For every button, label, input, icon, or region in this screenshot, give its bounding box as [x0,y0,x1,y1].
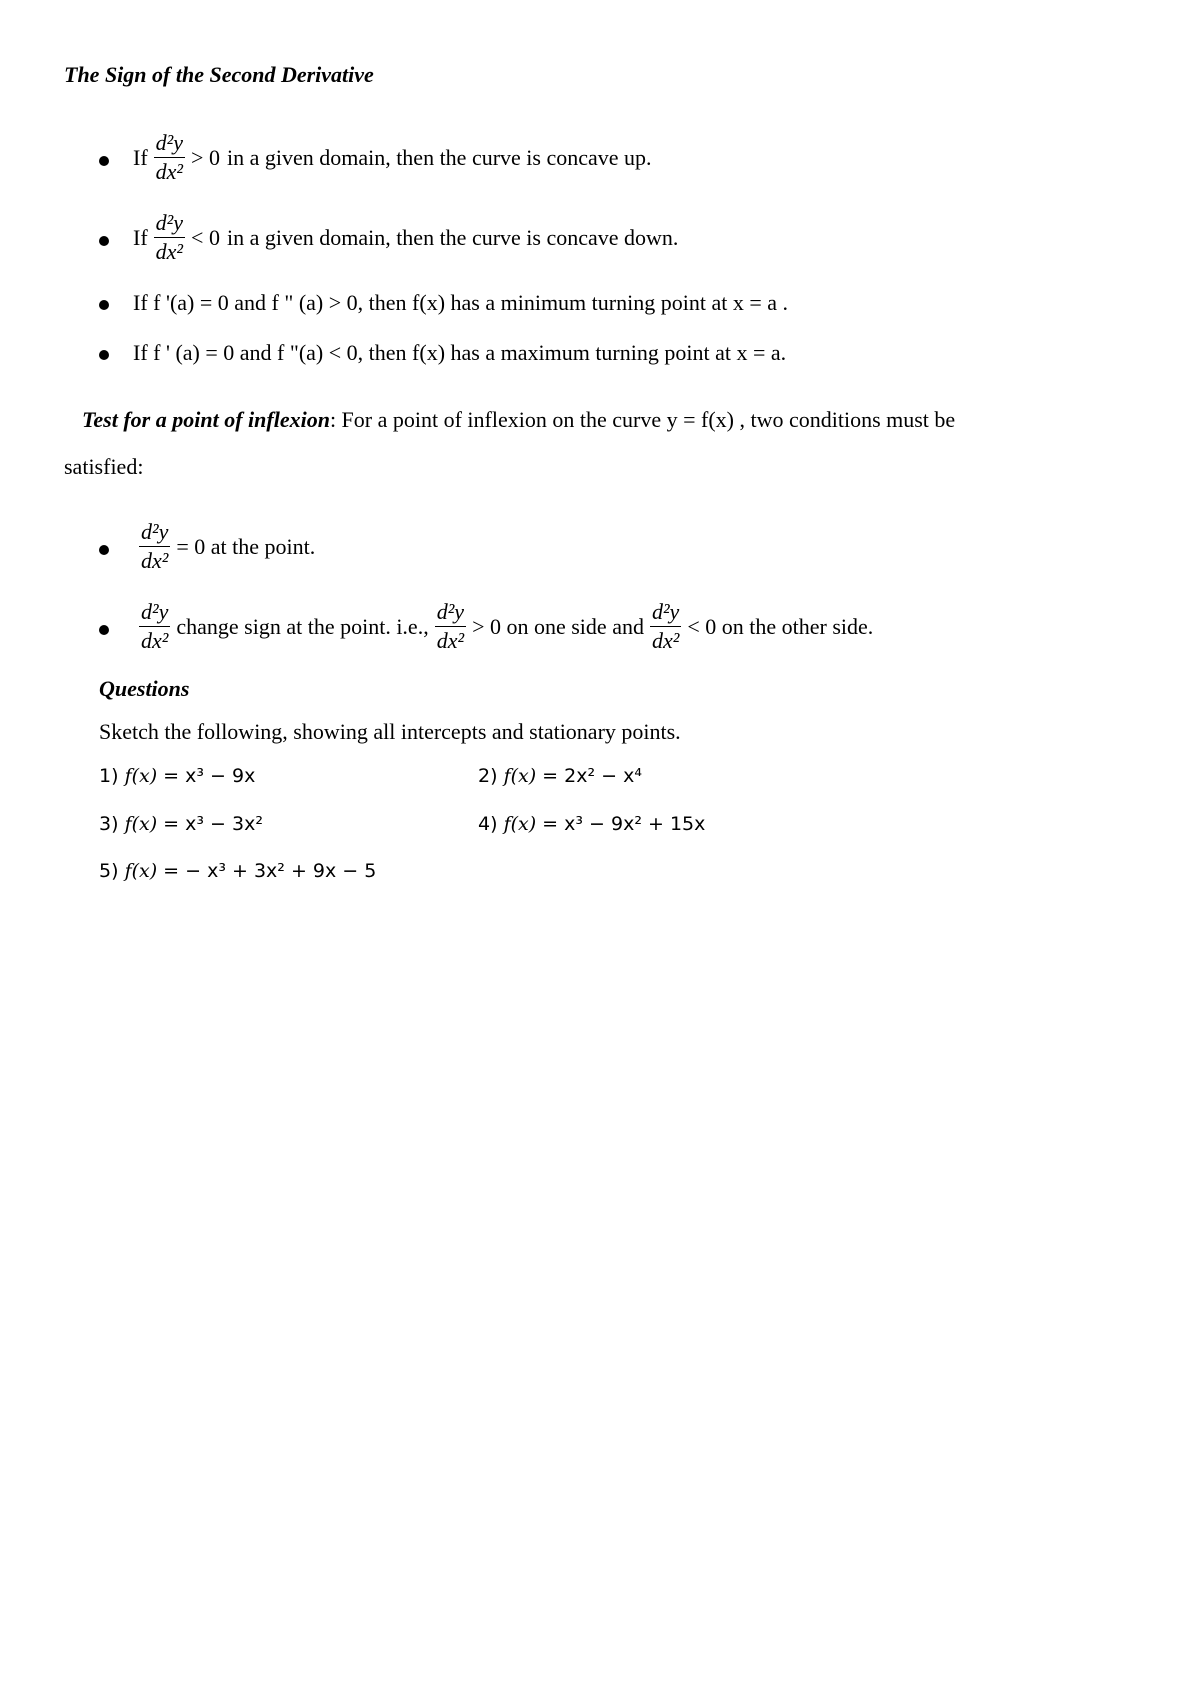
rule-relation: < 0 [191,224,220,250]
question-expression: x³ − 9x² + 15x [558,813,706,835]
fraction-numerator: d²y [141,519,169,544]
fraction-numerator: d²y [436,599,465,624]
fraction-denominator: dx² [155,159,184,184]
question-number: 2) [478,765,498,787]
question-expression: 2x² − x⁴ [558,765,642,787]
condition-zero [133,521,315,572]
question-function: f(x) = [124,813,180,835]
second-derivative-fraction [154,132,185,183]
questions-instruction: Sketch the following, showing all intercepts and stationary points. [99,719,681,744]
inflexion-paragraph [82,407,955,433]
rule-relation: > 0 [191,144,220,170]
inflexion-text-continued: satisfied: [64,454,144,479]
question-item [99,813,263,835]
question-expression: − x³ + 3x² + 9x − 5 [179,860,377,882]
bullet-icon [99,625,109,635]
second-derivative-fraction [154,212,185,263]
question-function: f(x) = [503,765,559,787]
bullet-icon [99,545,109,555]
fraction-denominator: dx² [141,548,169,573]
fraction-denominator: dx² [436,628,465,653]
condition-sign-change [133,601,873,652]
fraction-numerator: d²y [651,599,680,624]
question-function: f(x) = [503,813,559,835]
rule-concave-up [133,132,652,183]
question-number: 5) [99,860,119,882]
questions-heading: Questions [99,676,190,701]
question-function: f(x) = [124,765,180,787]
condition-text: = 0 at the point. [176,533,316,559]
question-item [99,765,255,787]
fraction-numerator: d²y [155,130,184,155]
question-number: 4) [478,813,498,835]
question-number: 1) [99,765,119,787]
question-function: f(x) = [124,860,180,882]
rule-minimum-turning-point: If f '(a) = 0 and f " (a) > 0, then f(x) has a minimum turning point at x = a . [133,290,788,315]
inflexion-text: : For a point of inflexion on the curve y = f(x) , two conditions must be [329,407,956,432]
rule-prefix: If [133,144,148,170]
question-expression: x³ − 9x [179,765,256,787]
fraction-numerator: d²y [155,210,184,235]
bullet-icon [99,300,109,310]
bullet-icon [99,350,109,360]
bullet-icon [99,156,109,166]
question-expression: x³ − 3x² [179,813,263,835]
rule-concave-down [133,212,678,263]
second-derivative-fraction [139,521,170,572]
condition-text: < 0 on the other side. [687,613,874,639]
question-item [478,813,705,835]
fraction-denominator: dx² [141,628,169,653]
question-item [478,765,642,787]
question-item [99,860,376,882]
rule-prefix: If [133,224,148,250]
page-title: The Sign of the Second Derivative [64,62,374,87]
fraction-numerator: d²y [141,599,169,624]
second-derivative-fraction [139,601,170,652]
rule-text: in a given domain, then the curve is concave down. [226,224,679,250]
second-derivative-fraction [650,601,681,652]
condition-text: change sign at the point. i.e., [176,613,429,639]
second-derivative-fraction [435,601,466,652]
bullet-icon [99,236,109,246]
question-number: 3) [99,813,119,835]
fraction-denominator: dx² [155,239,184,264]
rule-maximum-turning-point: If f ' (a) = 0 and f "(a) < 0, then f(x) has a maximum turning point at x = a. [133,340,787,365]
rule-text: in a given domain, then the curve is concave up. [226,144,652,170]
condition-text: > 0 on one side and [472,613,644,639]
inflexion-label: Test for a point of inflexion [82,407,330,432]
fraction-denominator: dx² [651,628,680,653]
